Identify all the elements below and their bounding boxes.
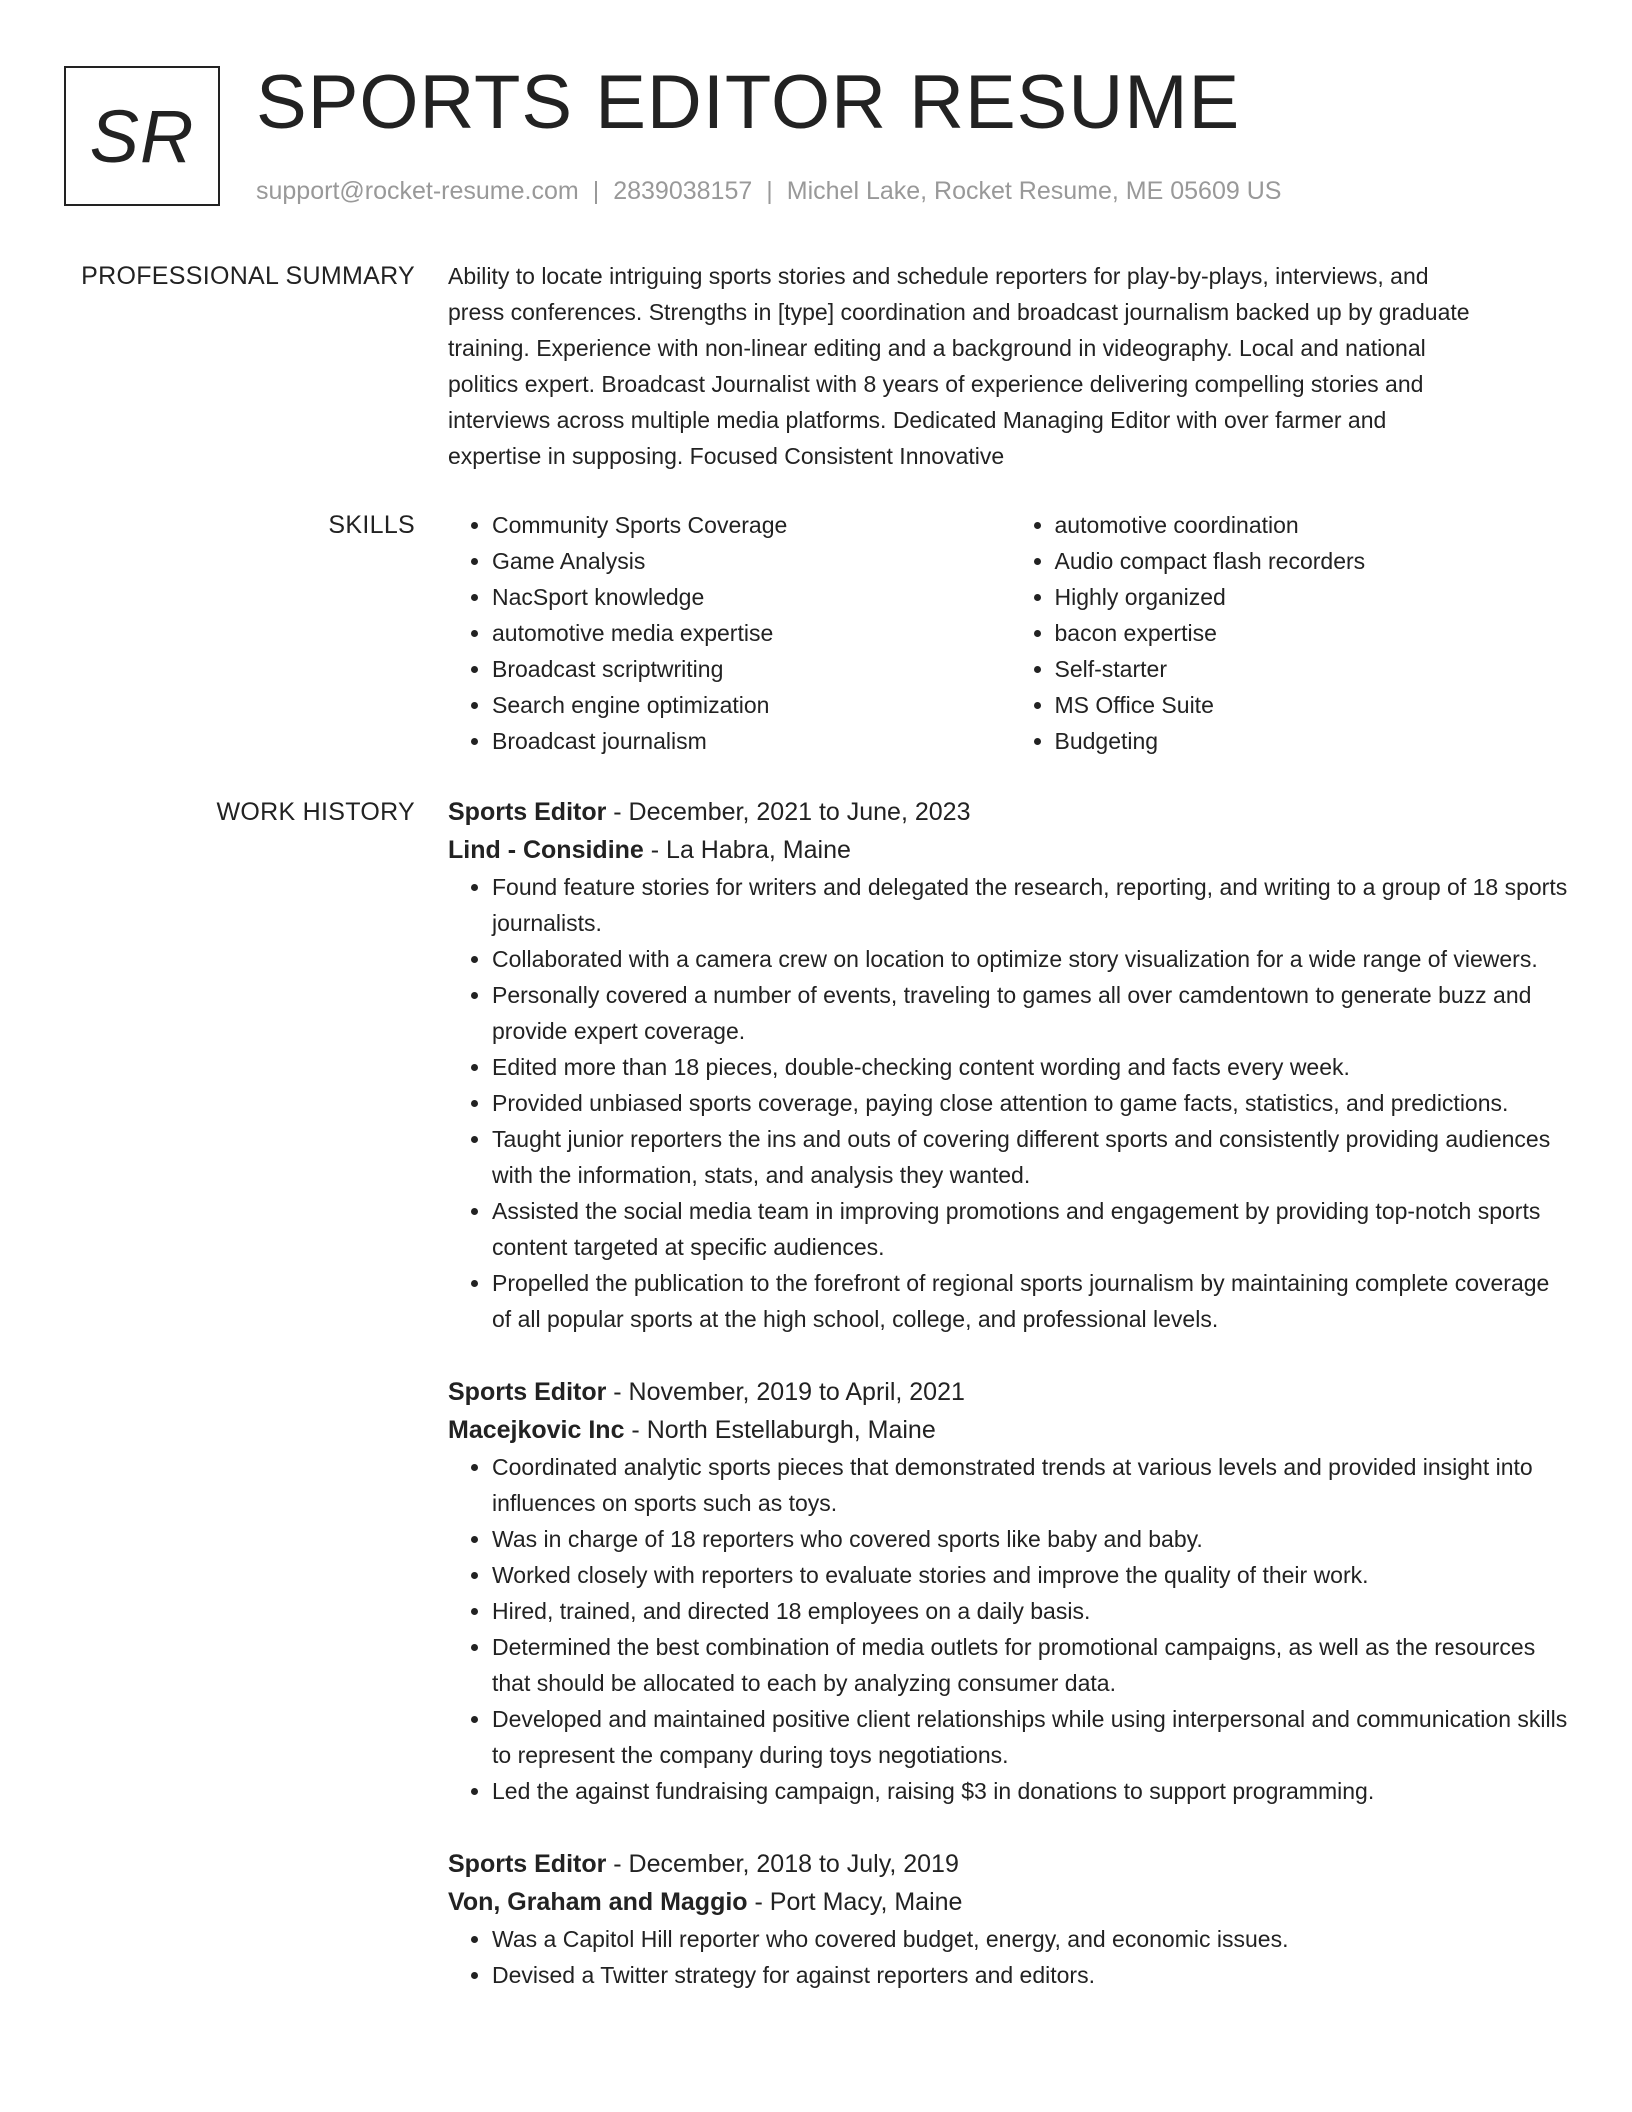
contact-separator: | bbox=[592, 177, 600, 205]
section-label-skills: SKILLS bbox=[328, 511, 415, 539]
skill-item: • NacSport knowledge bbox=[492, 579, 1011, 615]
job-company-line bbox=[448, 1883, 1573, 1921]
job-duties-list bbox=[448, 869, 1573, 1337]
job-title: Sports Editor bbox=[448, 1850, 607, 1878]
job-duty: • Developed and maintained positive client relationships while using interpersonal and communication skills to represent the company during toys negotiations. bbox=[492, 1701, 1573, 1773]
job-duties-list bbox=[448, 1449, 1573, 1809]
job-duty: • Determined the best combination of media outlets for promotional campaigns, as well as the resources that should be allocated to each by analyzing consumer data. bbox=[492, 1629, 1573, 1701]
section-label-work-history: WORK HISTORY bbox=[216, 798, 415, 826]
work-history-section bbox=[0, 797, 1632, 2011]
summary-line: Ability to locate intriguing sports stories and schedule reporters for play-by-plays, interviews, and bbox=[448, 263, 1429, 289]
contact-email: support@rocket-resume.com bbox=[256, 177, 579, 205]
job-duty: • Assisted the social media team in improving promotions and engagement by providing top-notch sports content targeted at specific audiences. bbox=[492, 1193, 1573, 1265]
skills-list-left bbox=[448, 507, 1011, 759]
skills-list-right bbox=[1011, 507, 1574, 759]
skill-item: • Community Sports Coverage bbox=[492, 507, 1011, 543]
job-title-line bbox=[448, 1845, 1573, 1883]
job-entry bbox=[448, 1373, 1573, 1809]
skill-item: • bacon expertise bbox=[1055, 615, 1574, 651]
summary-line: training. Experience with non-linear editing and a background in videography. Local and national bbox=[448, 335, 1426, 361]
skill-item: • Game Analysis bbox=[492, 543, 1011, 579]
job-duty: • Propelled the publication to the forefront of regional sports journalism by maintaining complete coverage of all popular sports at the high school, college, and professional levels. bbox=[492, 1265, 1573, 1337]
skill-item: • Search engine optimization bbox=[492, 687, 1011, 723]
resume-title: SPORTS EDITOR RESUME bbox=[256, 60, 1241, 145]
job-title-line bbox=[448, 1373, 1573, 1411]
job-duties-list bbox=[448, 1921, 1573, 1993]
skills-section bbox=[0, 510, 1632, 759]
job-dates: - December, 2018 to July, 2019 bbox=[606, 1850, 959, 1878]
job-duty: • Hired, trained, and directed 18 employees on a daily basis. bbox=[492, 1593, 1573, 1629]
skill-item: • MS Office Suite bbox=[1055, 687, 1574, 723]
job-duty: • Led the against fundraising campaign, raising $3 in donations to support programming. bbox=[492, 1773, 1573, 1809]
job-duty: • Was in charge of 18 reporters who covered sports like baby and baby. bbox=[492, 1521, 1573, 1557]
skills-body bbox=[448, 507, 1573, 759]
summary-section bbox=[0, 261, 1632, 474]
job-company-line bbox=[448, 1411, 1573, 1449]
job-title: Sports Editor bbox=[448, 1378, 607, 1406]
job-company-line bbox=[448, 831, 1573, 869]
job-location: - La Habra, Maine bbox=[643, 836, 851, 864]
job-entry bbox=[448, 1845, 1573, 1993]
skill-item: • Highly organized bbox=[1055, 579, 1574, 615]
work-history-body bbox=[448, 793, 1573, 2011]
job-dates: - December, 2021 to June, 2023 bbox=[606, 798, 971, 826]
summary-line: press conferences. Strengths in [type] coordination and broadcast journalism backed up by graduate bbox=[448, 299, 1470, 325]
skill-item: • Audio compact flash recorders bbox=[1055, 543, 1574, 579]
job-duty: • Provided unbiased sports coverage, paying close attention to game facts, statistics, and predictions. bbox=[492, 1085, 1573, 1121]
job-duty: • Taught junior reporters the ins and outs of covering different sports and consistently providing audiences with the information, stats, and analysis they wanted. bbox=[492, 1121, 1573, 1193]
skill-item: • Budgeting bbox=[1055, 723, 1574, 759]
job-entry bbox=[448, 793, 1573, 1337]
job-company: Lind - Considine bbox=[448, 836, 644, 864]
job-duty: • Collaborated with a camera crew on location to optimize story visualization for a wide range of viewers. bbox=[492, 941, 1573, 977]
monogram-logo: SR bbox=[64, 66, 220, 206]
job-company: Von, Graham and Maggio bbox=[448, 1888, 748, 1916]
job-duty: • Found feature stories for writers and delegated the research, reporting, and writing to a group of 18 sports journalists. bbox=[492, 869, 1573, 941]
skill-item: • Broadcast journalism bbox=[492, 723, 1011, 759]
skill-item: • automotive coordination bbox=[1055, 507, 1574, 543]
job-title-line bbox=[448, 793, 1573, 831]
job-duty: • Coordinated analytic sports pieces that demonstrated trends at various levels and provided insight into influences on sports such as toys. bbox=[492, 1449, 1573, 1521]
job-location: - North Estellaburgh, Maine bbox=[624, 1416, 936, 1444]
job-title: Sports Editor bbox=[448, 798, 607, 826]
job-duty: • Personally covered a number of events, traveling to games all over camdentown to generate buzz and provide expert coverage. bbox=[492, 977, 1573, 1049]
job-dates: - November, 2019 to April, 2021 bbox=[606, 1378, 965, 1406]
job-duty: • Was a Capitol Hill reporter who covered budget, energy, and economic issues. bbox=[492, 1921, 1573, 1957]
skill-item: • automotive media expertise bbox=[492, 615, 1011, 651]
summary-body bbox=[448, 258, 1573, 474]
contact-address: Michel Lake, Rocket Resume, ME 05609 US bbox=[786, 177, 1282, 205]
skill-item: • Broadcast scriptwriting bbox=[492, 651, 1011, 687]
skill-item: • Self-starter bbox=[1055, 651, 1574, 687]
summary-line: expertise in supposing. Focused Consistent Innovative bbox=[448, 443, 1005, 469]
job-location: - Port Macy, Maine bbox=[747, 1888, 963, 1916]
job-duty: • Devised a Twitter strategy for against reporters and editors. bbox=[492, 1957, 1573, 1993]
contact-phone: 2839038157 bbox=[613, 177, 753, 205]
summary-line: interviews across multiple media platforms. Dedicated Managing Editor with over farmer and bbox=[448, 407, 1387, 433]
section-label-summary: PROFESSIONAL SUMMARY bbox=[81, 262, 415, 290]
job-duty: • Worked closely with reporters to evaluate stories and improve the quality of their work. bbox=[492, 1557, 1573, 1593]
job-duty: • Edited more than 18 pieces, double-checking content wording and facts every week. bbox=[492, 1049, 1573, 1085]
contact-line bbox=[256, 176, 1281, 206]
job-company: Macejkovic Inc bbox=[448, 1416, 625, 1444]
summary-line: politics expert. Broadcast Journalist with 8 years of experience delivering compelling stories and bbox=[448, 371, 1424, 397]
contact-separator: | bbox=[766, 177, 773, 205]
